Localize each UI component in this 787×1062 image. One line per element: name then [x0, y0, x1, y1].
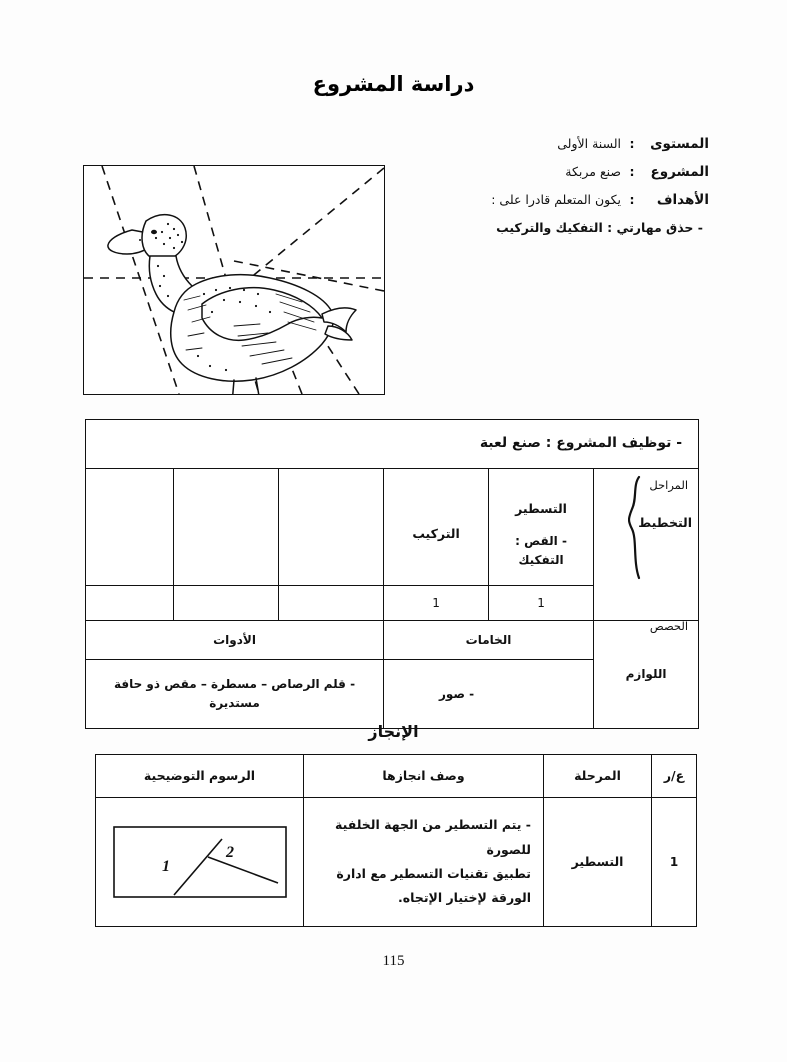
info-colon-level: : [629, 136, 635, 151]
info-row-objectives [409, 192, 709, 208]
project-planning-table [85, 419, 699, 729]
sessions-tastir: 1 [489, 586, 594, 621]
illustration-frame [83, 165, 385, 395]
duck-line-drawing-icon [84, 166, 384, 394]
materials-value: - صور [384, 660, 594, 729]
table-row [96, 798, 697, 927]
table-row-supplies-headers [86, 621, 699, 660]
info-colon-objectives: : [629, 192, 635, 207]
description-line-3: تطبيق تقنيات التسطير مع ادارة [336, 866, 531, 881]
header-info-block [409, 136, 709, 235]
stage-cell-tastir [489, 469, 594, 586]
description-line-2: للصورة [486, 841, 531, 857]
page-title: دراسة المشروع [312, 72, 475, 96]
materials-header: الخامات [384, 621, 594, 660]
description-line-1: - يتم التسطير من الجهة الخلفية [335, 817, 531, 833]
stage-sub-tastir: - القص : التفكيك [515, 534, 567, 567]
table-header-row [96, 755, 697, 798]
realization-table [95, 754, 697, 927]
tools-value: - قلم الرصاص – مسطرة – مقص ذو حافة مستديرة [86, 660, 384, 729]
project-purpose-banner: - توظيف المشروع : صنع لعبة [86, 420, 699, 469]
info-label-objectives: الأهداف [656, 192, 709, 208]
stage-cell-tarkib [384, 469, 489, 586]
info-value-project: صنع مربكة [565, 164, 621, 179]
sessions-empty-3 [86, 586, 174, 621]
stage-name-tarkib: التركيب [412, 526, 460, 542]
info-value-level: السنة الأولى [557, 136, 621, 151]
info-label-project: المشروع [650, 164, 709, 180]
info-label-level: المستوى [650, 136, 709, 152]
table-row-stages [86, 469, 699, 586]
page-number: 115 [382, 953, 405, 969]
sessions-empty-2 [174, 586, 279, 621]
stages-label-cell [594, 469, 699, 634]
info-value-objectives: يكون المتعلم قادرا على : [491, 192, 621, 207]
header-number: ع/ر [652, 755, 697, 798]
label-takhtit: التخطيط [638, 515, 693, 530]
supplies-label: اللوازم [594, 621, 699, 729]
curly-brace-icon [628, 475, 642, 580]
info-row-level [409, 136, 709, 152]
stage-name-tastir: التسطير [515, 500, 567, 516]
stage-cell-empty-3 [86, 469, 174, 586]
diagram-label-2: 2 [225, 844, 234, 861]
label-hisas: الحصص [649, 619, 689, 634]
info-row-project [409, 164, 709, 180]
header-stage: المرحلة [544, 755, 652, 798]
description-line-4: الورقة لإختيار الإتجاه. [397, 890, 531, 906]
objective-item: - حذق مهارتي : التفكيك والتركيب [496, 220, 703, 235]
info-colon-project: : [629, 164, 635, 179]
section-title-realization: الإنجاز [368, 722, 419, 741]
row-number: 1 [652, 798, 697, 927]
row-description [304, 798, 544, 927]
row-stage: التسطير [544, 798, 652, 927]
row-diagram [96, 798, 304, 927]
diagram-label-1: 1 [161, 858, 170, 875]
header-description: وصف انجازها [304, 755, 544, 798]
stage-cell-empty-1 [279, 469, 384, 586]
sessions-tarkib: 1 [384, 586, 489, 621]
stage-cell-empty-2 [174, 469, 279, 586]
sessions-empty-1 [279, 586, 384, 621]
tools-header: الأدوات [86, 621, 384, 660]
layout-sketch-icon [112, 825, 288, 899]
label-marahil: المراحل [649, 478, 689, 492]
table-row-banner [86, 420, 699, 469]
header-drawings: الرسوم التوضيحية [96, 755, 304, 798]
